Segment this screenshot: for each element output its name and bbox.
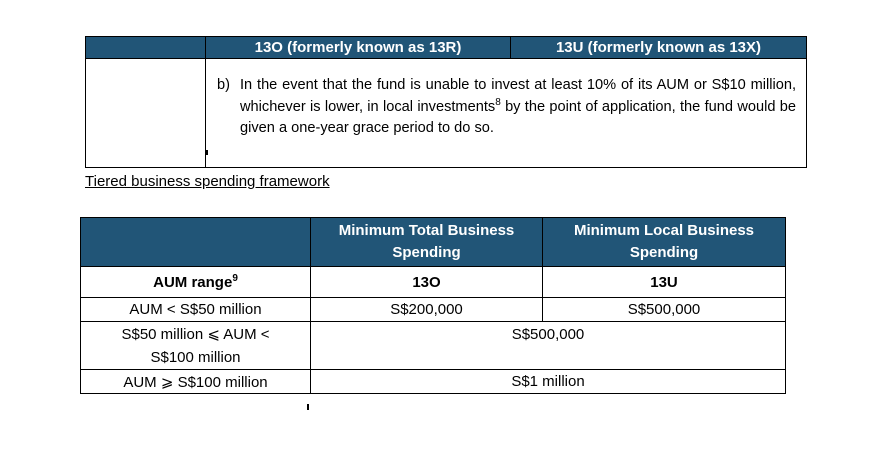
footnote-ref-9: 9	[232, 272, 238, 284]
table-crop-artifact	[307, 404, 309, 410]
paragraph-text-after-footnote: by the point of application, the fund would be given a one-year grace period to do so.	[240, 98, 796, 136]
list-marker-b: b)	[217, 77, 230, 93]
merged-spending-value: S$500,000	[311, 322, 786, 370]
spending-table-header-row	[81, 218, 786, 267]
subheader-13u-cell: 13U	[543, 267, 786, 298]
aum-range-value	[81, 322, 311, 370]
scheme-body-text-cell	[206, 59, 807, 168]
scheme-header-13o-cell: 13O (formerly known as 13R)	[206, 37, 511, 59]
table-row	[81, 370, 786, 394]
scheme-header-empty-cell	[86, 37, 206, 59]
scheme-comparison-table	[85, 36, 807, 168]
aum-range-value: AUM ⩾ S$100 million	[81, 370, 311, 394]
total-spending-value: S$200,000	[311, 298, 543, 322]
scheme-header-13u-cell: 13U (formerly known as 13X)	[511, 37, 807, 59]
section-heading: Tiered business spending framework	[85, 173, 330, 190]
table-crop-artifact	[206, 150, 208, 155]
spending-header-total-cell: Minimum Total Business Spending	[311, 218, 543, 267]
scheme-body-empty-cell	[86, 59, 206, 168]
aum-range-label: AUM range	[153, 273, 233, 291]
paragraph-text-before-footnote: In the event that the fund is unable to invest at least 10% of its AUM or S$10 million, whichever is lower, in local investments	[240, 77, 796, 115]
subheader-13o-cell: 13O	[311, 267, 543, 298]
footnote-ref-8: 8	[495, 96, 501, 108]
aum-range-label-cell	[81, 267, 311, 298]
table-row	[81, 298, 786, 322]
local-spending-value: S$500,000	[543, 298, 786, 322]
table-row	[81, 322, 786, 370]
grace-period-paragraph	[217, 75, 796, 140]
aum-range-line2: S$100 million	[150, 348, 241, 366]
spending-header-empty-cell	[81, 218, 311, 267]
scheme-table-header-row	[86, 37, 807, 59]
scheme-table-body-row	[86, 59, 807, 168]
merged-spending-value: S$1 million	[311, 370, 786, 394]
aum-range-value: AUM < S$50 million	[81, 298, 311, 322]
aum-range-line1: S$50 million ⩽ AUM <	[121, 325, 270, 343]
spending-table-subheader-row	[81, 267, 786, 298]
tiered-spending-table	[80, 217, 786, 394]
spending-header-local-cell: Minimum Local Business Spending	[543, 218, 786, 267]
